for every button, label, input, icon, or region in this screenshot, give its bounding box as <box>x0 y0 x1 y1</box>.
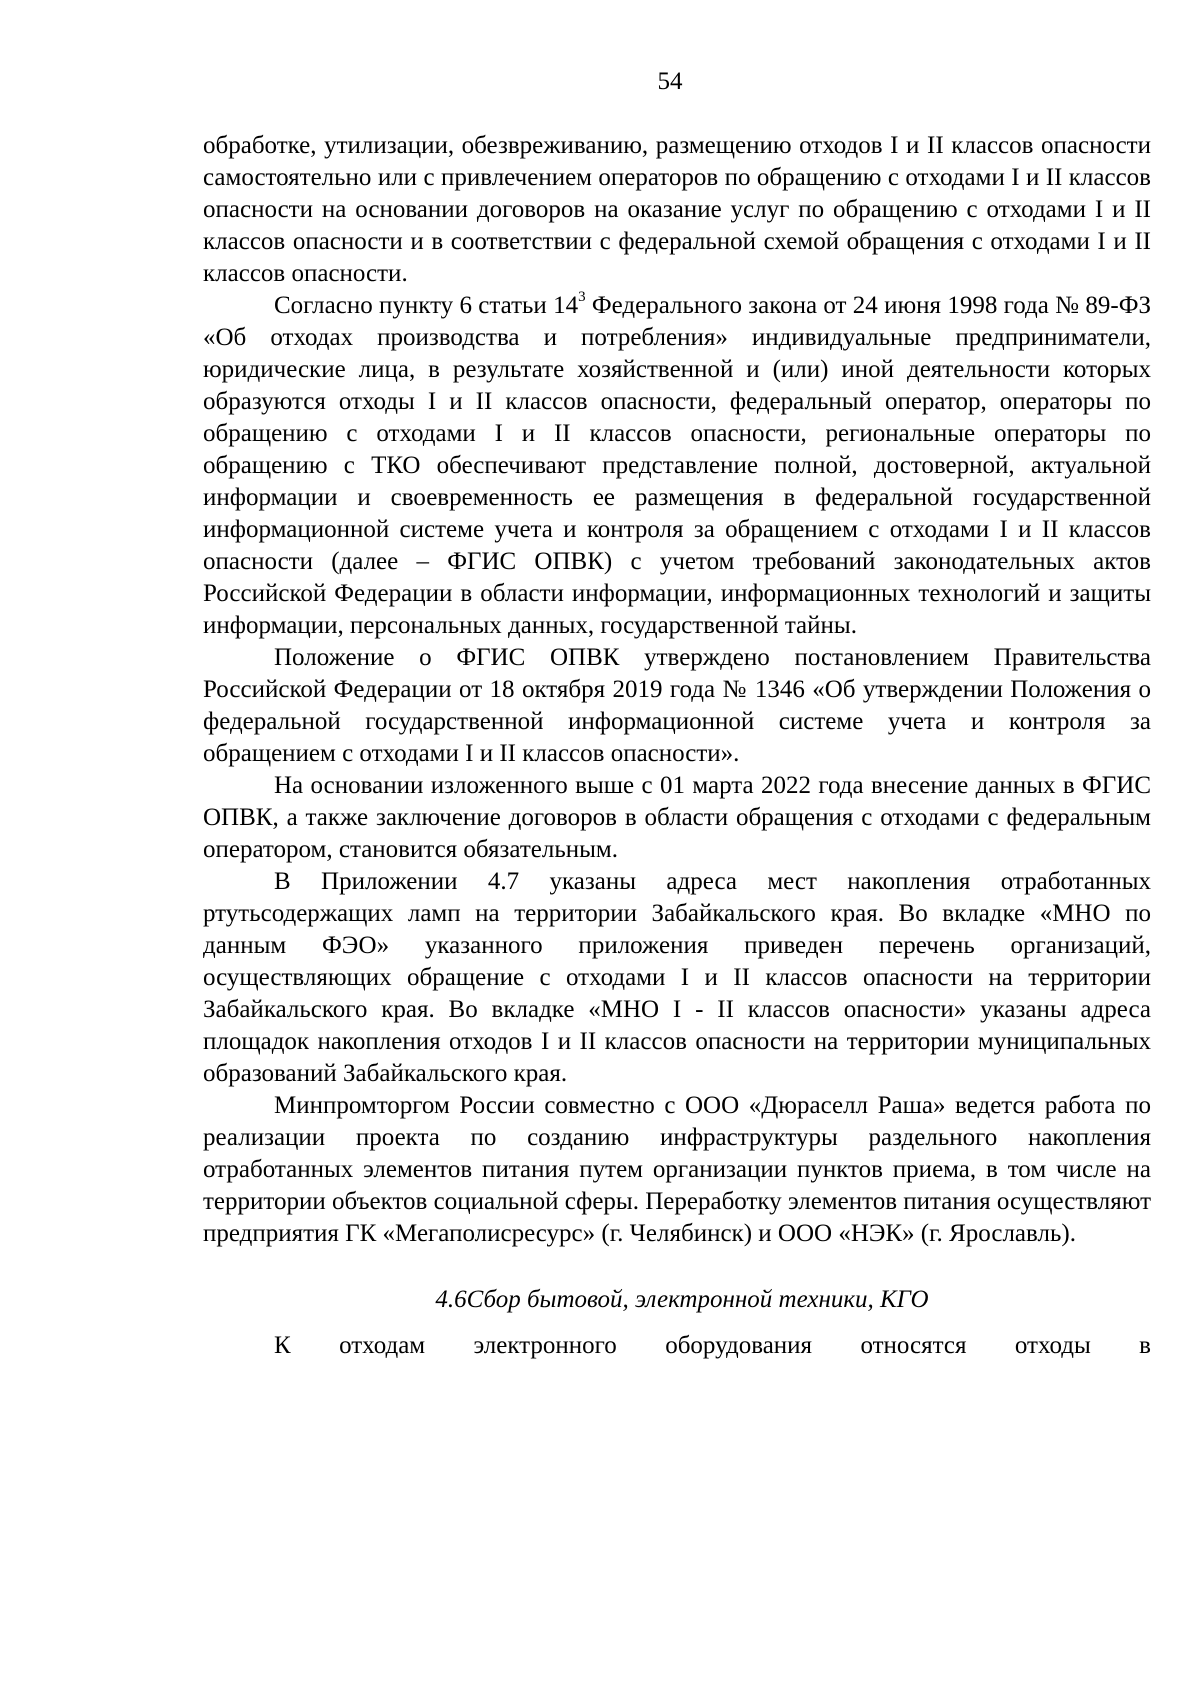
paragraph-federal-law-rest: Федерального закона от 24 июня 1998 года № 89-ФЗ «Об отходах производства и потребления» индивидуальные предприниматели, юридические лица, в результате хозяйственной и (или) иной деятельности которых образуются отходы I и II классов опасности, федеральный оператор, операторы по обращению с отходами I и II классов опасности, региональные операторы по обращению с ТКО обеспечивают представление полной, достоверной, актуальной информации и своевременность ее размещения в федеральной государственной информационной системе учета и контроля за обращением с отходами I и II классов опасности (далее – ФГИС ОПВК) с учетом требований законодательных актов Российской Федерации в области информации, информационных технологий и защиты информации, персональных данных, государственной тайны. <box>203 292 1151 639</box>
paragraph-mandatory: На основании изложенного выше с 01 марта 2022 года внесение данных в ФГИС ОПВК, а также заключение договоров в области обращения с отходами с федеральным оператором, становится обязательным. <box>203 772 1151 863</box>
paragraph-continued: обработке, утилизации, обезвреживанию, размещению отходов I и II классов опасности самостоятельно или с привлечением операторов по обращению с отходами I и II классов опасности на основании договоров на оказание услуг по обращению с отходами I и II классов опасности и в соответствии с федеральной схемой обращения с отходами I и II классов опасности. <box>203 132 1151 287</box>
document-body <box>203 130 1151 1362</box>
paragraph-appendix: В Приложении 4.7 указаны адреса мест накопления отработанных ртутьсодержащих ламп на территории Забайкальского края. Во вкладке «МНО по данным ФЭО» указанного приложения приведен перечень организаций, осуществляющих обращение с отходами I и II классов опасности на территории Забайкальского края. Во вкладке «МНО I - II классов опасности» указаны адреса площадок накопления отходов I и II классов опасности на территории муниципальных образований Забайкальского края. <box>203 868 1151 1087</box>
section-heading: 4.6Сбор бытовой, электронной техники, КГО <box>435 1286 929 1313</box>
paragraph-minpromtorg: Минпромторгом России совместно с ООО «Дюраселл Раша» ведется работа по реализации проекта по созданию инфраструктуры раздельного накопления отработанных элементов питания путем организации пунктов приема, в том числе на территории объектов социальной сферы. Переработку элементов питания осуществляют предприятия ГК «Мегаполисресурс» (г. Челябинск) и ООО «НЭК» (г. Ярославль). <box>203 1092 1151 1247</box>
paragraph-electronic-waste: К отходам электронного оборудования относятся отходы в <box>274 1332 1151 1359</box>
paragraph-federal-law-start: Согласно пункту 6 статьи 14 <box>274 292 579 319</box>
paragraph-regulation: Положение о ФГИС ОПВК утверждено постановлением Правительства Российской Федерации от 18 октября 2019 года № 1346 «Об утверждении Положения о федеральной государственной информационной системе учета и контроля за обращением с отходами I и II классов опасности». <box>203 644 1151 767</box>
paragraph-federal-law <box>203 290 1151 642</box>
superscript: 3 <box>578 289 586 305</box>
page-number: 54 <box>657 68 683 95</box>
